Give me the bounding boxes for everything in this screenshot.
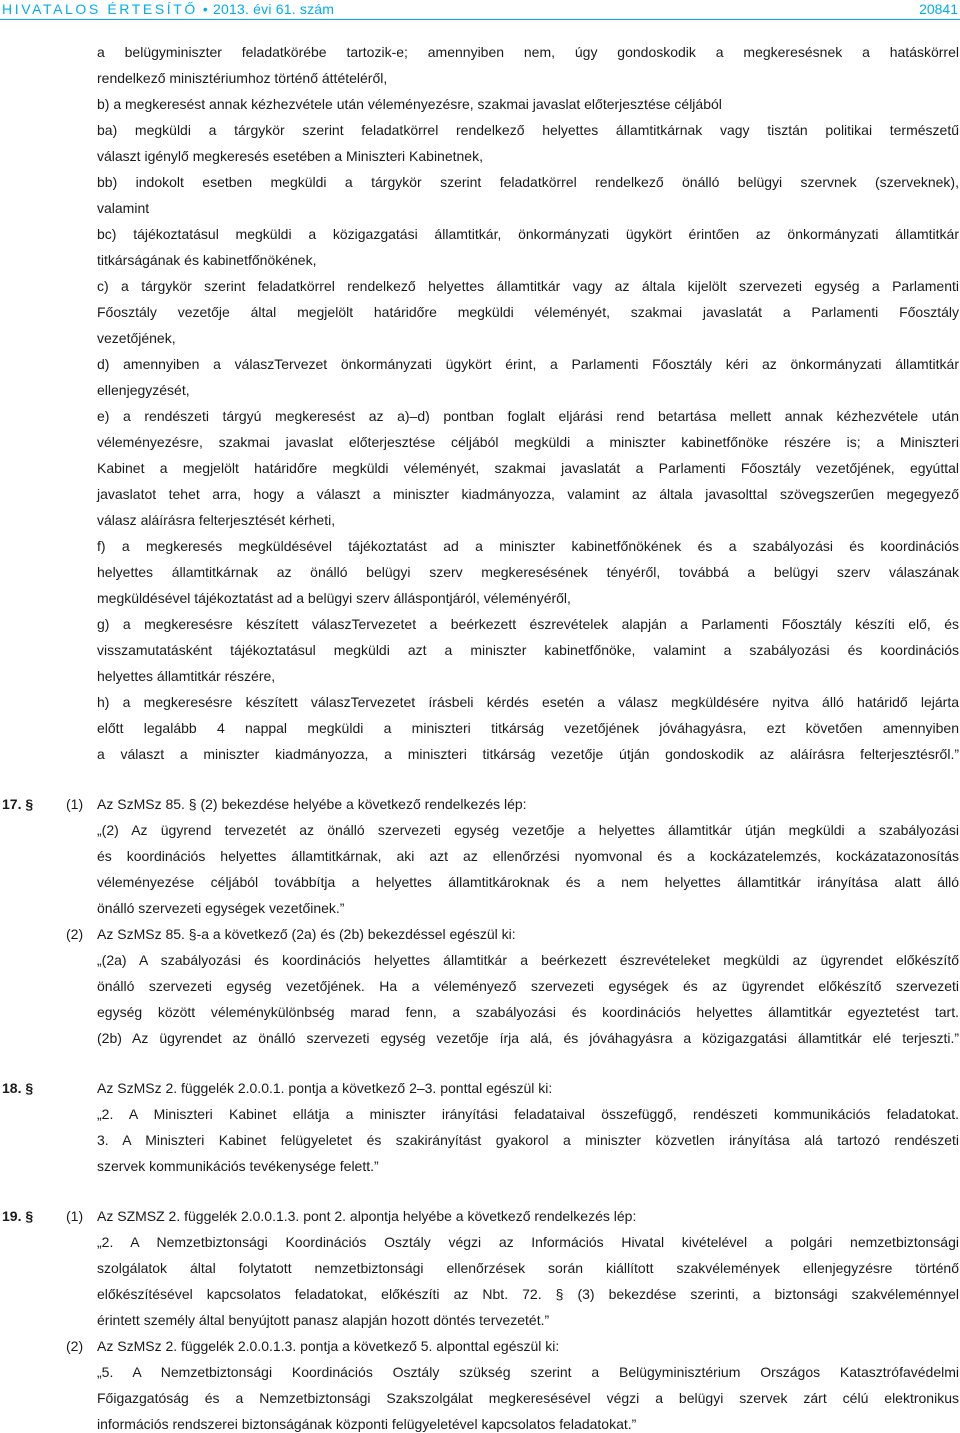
text-line: Az SzMSz 85. § (2) bekezdése helyébe a következő rendelkezés lép:	[97, 796, 527, 812]
section-number: 18. §	[2, 1080, 34, 1096]
publication-info	[2, 1, 334, 17]
text-line: egység között véleménykülönbség marad fenn, a szabályozási és koordinációs helyettes államtitkár egyeztetést tart.	[97, 1004, 959, 1020]
text-line: „(2a) A szabályozási és koordinációs helyettes államtitkár a beérkezett észrevételeket megküldi az ügyrendet előkészítő	[97, 952, 959, 968]
text-line: vezetőjének,	[97, 330, 176, 346]
journal-title: HIVATALOS ÉRTESÍTŐ	[2, 1, 198, 17]
section-number: 17. §	[2, 796, 34, 812]
text-line: (2b) Az ügyrendet az önálló szervezeti egység vezetője írja alá, és jóváhagyásra a közigazgatási államtitkár elé terjeszti.”	[97, 1030, 959, 1046]
text-line: szervek kommunikációs tevékenysége felett.”	[97, 1158, 379, 1174]
text-line: szolgálatok által folytatott nemzetbiztonsági ellenőrzések során kiállított szakvélemények ellenjegyzésre történő	[97, 1260, 959, 1276]
text-line: visszamutatásként tájékoztatásul megküldi azt a miniszter kabinetfőnöke, valamint a szabályozási és koordinációs	[97, 642, 959, 658]
text-line: a választ a miniszter kiadmányozza, a miniszteri titkárság vezetője útján gondoskodik az aláírásra felterjesztésről.”	[97, 746, 959, 762]
text-line: válasz aláírásra felterjesztését kérheti,	[97, 512, 336, 528]
text-line: f) a megkeresés megküldésével tájékoztatást ad a miniszter kabinetfőnökének és a szabályozási és koordinációs	[97, 538, 959, 554]
text-line: titkárságának és kabinetfőnökének,	[97, 252, 317, 268]
header-rule	[0, 19, 960, 20]
subsection-number: (1)	[66, 796, 84, 812]
text-line: rendelkező minisztériumhoz történő áttételéről,	[97, 70, 388, 86]
text-line: bc) tájékoztatásul megküldi a közigazgatási államtitkár, önkormányzati ügykört érintően az önkormányzati államtitkár	[97, 226, 959, 242]
text-line: választ igénylő megkeresés esetében a Miniszteri Kabinetnek,	[97, 148, 483, 164]
text-line: Főosztály vezetője által megjelölt határidőre megküldi véleményét, szakmai javaslatát a Parlamenti Főosztály	[97, 304, 959, 320]
text-line: véleményezése céljából továbbítja a helyettes államtitkároknak és a nem helyettes államtitkár irányítása alatt álló	[97, 874, 959, 890]
text-line: önálló szervezeti egységek vezetőinek.”	[97, 900, 345, 916]
text-line: helyettes államtitkárnak az önálló belügyi szerv megkeresésének tényéről, továbbá a belügyi szerv válaszának	[97, 564, 959, 580]
text-line: előtt legalább 4 nappal megküldi a miniszteri titkárság vezetőjének jóváhagyásra, ezt követően amennyiben	[97, 720, 959, 736]
text-line: és koordinációs helyettes államtitkárnak, aki azt az ellenőrzési nyomvonal és a kockázatelemzés, kockázatazonosítás	[97, 848, 959, 864]
text-line: e) a rendészeti tárgyú megkeresést az a)–d) pontban foglalt eljárási rend betartása mellett annak kézhezvétele után	[97, 408, 959, 424]
subsection-number: (2)	[66, 1338, 84, 1354]
text-line: d) amennyiben a válaszTervezet önkormányzati ügykört érint, a Parlamenti Főosztály kéri az önkormányzati államtitkár	[97, 356, 959, 372]
page-number: 20841	[919, 1, 958, 17]
text-line: helyettes államtitkár részére,	[97, 668, 276, 684]
text-line: Az SzMSz 2. függelék 2.0.0.1. pontja a következő 2–3. ponttal egészül ki:	[97, 1080, 553, 1096]
text-line: a belügyminiszter feladatkörébe tartozik-e; amennyiben nem, úgy gondoskodik a megkeresésnek a hatáskörrel	[97, 44, 959, 60]
text-line: ellenjegyzését,	[97, 382, 190, 398]
text-line: Az SZMSZ 2. függelék 2.0.0.1.3. pont 2. alpontja helyébe a következő rendelkezés lép:	[97, 1208, 637, 1224]
text-line: 3. A Miniszteri Kabinet felügyeletet és szakirányítást gyakorol a miniszter közvetlen irányítása alá tartozó rendészeti	[97, 1132, 959, 1148]
text-line: Az SzMSz 2. függelék 2.0.0.1.3. pontja a következő 5. alponttal egészül ki:	[97, 1338, 560, 1354]
text-line: Kabinet a megjelölt határidőre megküldi véleményét, szakmai javaslatát a Parlamenti Főosztály vezetőjének, egyúttal	[97, 460, 959, 476]
text-line: megküldésével tájékoztatást ad a belügyi szerv álláspontjáról, véleményéről,	[97, 590, 571, 606]
text-line: „5. A Nemzetbiztonsági Koordinációs Osztály szükség szerint a Belügyminisztérium Országos Katasztrófavédelmi	[97, 1364, 959, 1380]
text-line: valamint	[97, 200, 150, 216]
text-line: g) a megkeresésre készített válaszTervezetet a beérkezett észrevételek alapján a Parlamenti Főosztály készíti elő, és	[97, 616, 959, 632]
section-number: 19. §	[2, 1208, 34, 1224]
text-line: h) a megkeresésre készített válaszTervezetet írásbeli kérdés esetén a válasz megküldésére nyitva álló határidő lejárta	[97, 694, 959, 710]
text-line: c) a tárgykör szerint feladatkörrel rendelkező helyettes államtitkár vagy az általa kijelölt szervezeti egység a Parlamenti	[97, 278, 959, 294]
text-line: javaslatot tehet arra, hogy a választ a miniszter kiadmányozza, valamint az általa javasolttal szövegszerűen megegyező	[97, 486, 959, 502]
text-line: ba) megküldi a tárgykör szerint feladatkörrel rendelkező helyettes államtitkárnak vagy tisztán politikai természetű	[97, 122, 959, 138]
subsection-number: (1)	[66, 1208, 84, 1224]
text-line: önálló szervezeti egység vezetőjének. Ha a véleményező szervezeti egységek és az ügyrendet előkészítő szervezeti	[97, 978, 959, 994]
text-line: b) a megkeresést annak kézhezvétele után véleményezésre, szakmai javaslat előterjesztése céljából	[97, 96, 722, 112]
text-line: „2. A Nemzetbiztonsági Koordinációs Osztály végzi az Információs Hivatal kivételével a polgári nemzetbiztonsági	[97, 1234, 959, 1250]
text-line: bb) indokolt esetben megküldi a tárgykör szerint feladatkörrel rendelkező önálló belügyi szervnek (szerveknek),	[97, 174, 959, 190]
text-line: információs rendszerei biztonságának központi felügyeletével kapcsolatos feladatokat.”	[97, 1416, 637, 1432]
subsection-number: (2)	[66, 926, 84, 942]
text-line: érintett személy által benyújtott panasz alapján hozott döntés tervezetét.”	[97, 1312, 550, 1328]
text-line: „(2) Az ügyrend tervezetét az önálló szervezeti egység vezetője a helyettes államtitkár útján megküldi a szabályozási	[97, 822, 959, 838]
text-line: Az SzMSz 85. §-a a következő (2a) és (2b) bekezdéssel egészül ki:	[97, 926, 516, 942]
text-line: véleményezésre, szakmai javaslat előterjesztése céljából megküldi a miniszter kabinetfőnöke részére is; a Miniszteri	[97, 434, 959, 450]
header-separator: •	[202, 1, 209, 17]
text-line: előkészítésével kapcsolatos feladatokat, előkészíti az Nbt. 72. § (3) bekezdése szerinti, a biztonsági szakvéleménnyel	[97, 1286, 959, 1302]
text-line: „2. A Miniszteri Kabinet ellátja a miniszter irányítási feladataival összefüggő, rendészeti kommunikációs feladatokat.	[97, 1106, 959, 1122]
issue-label: 2013. évi 61. szám	[213, 1, 335, 17]
page-header	[0, 0, 960, 22]
text-line: Főigazgatóság és a Nemzetbiztonsági Szakszolgálat megkeresésével végzi a belügyi szervek zárt célú elektronikus	[97, 1390, 959, 1406]
